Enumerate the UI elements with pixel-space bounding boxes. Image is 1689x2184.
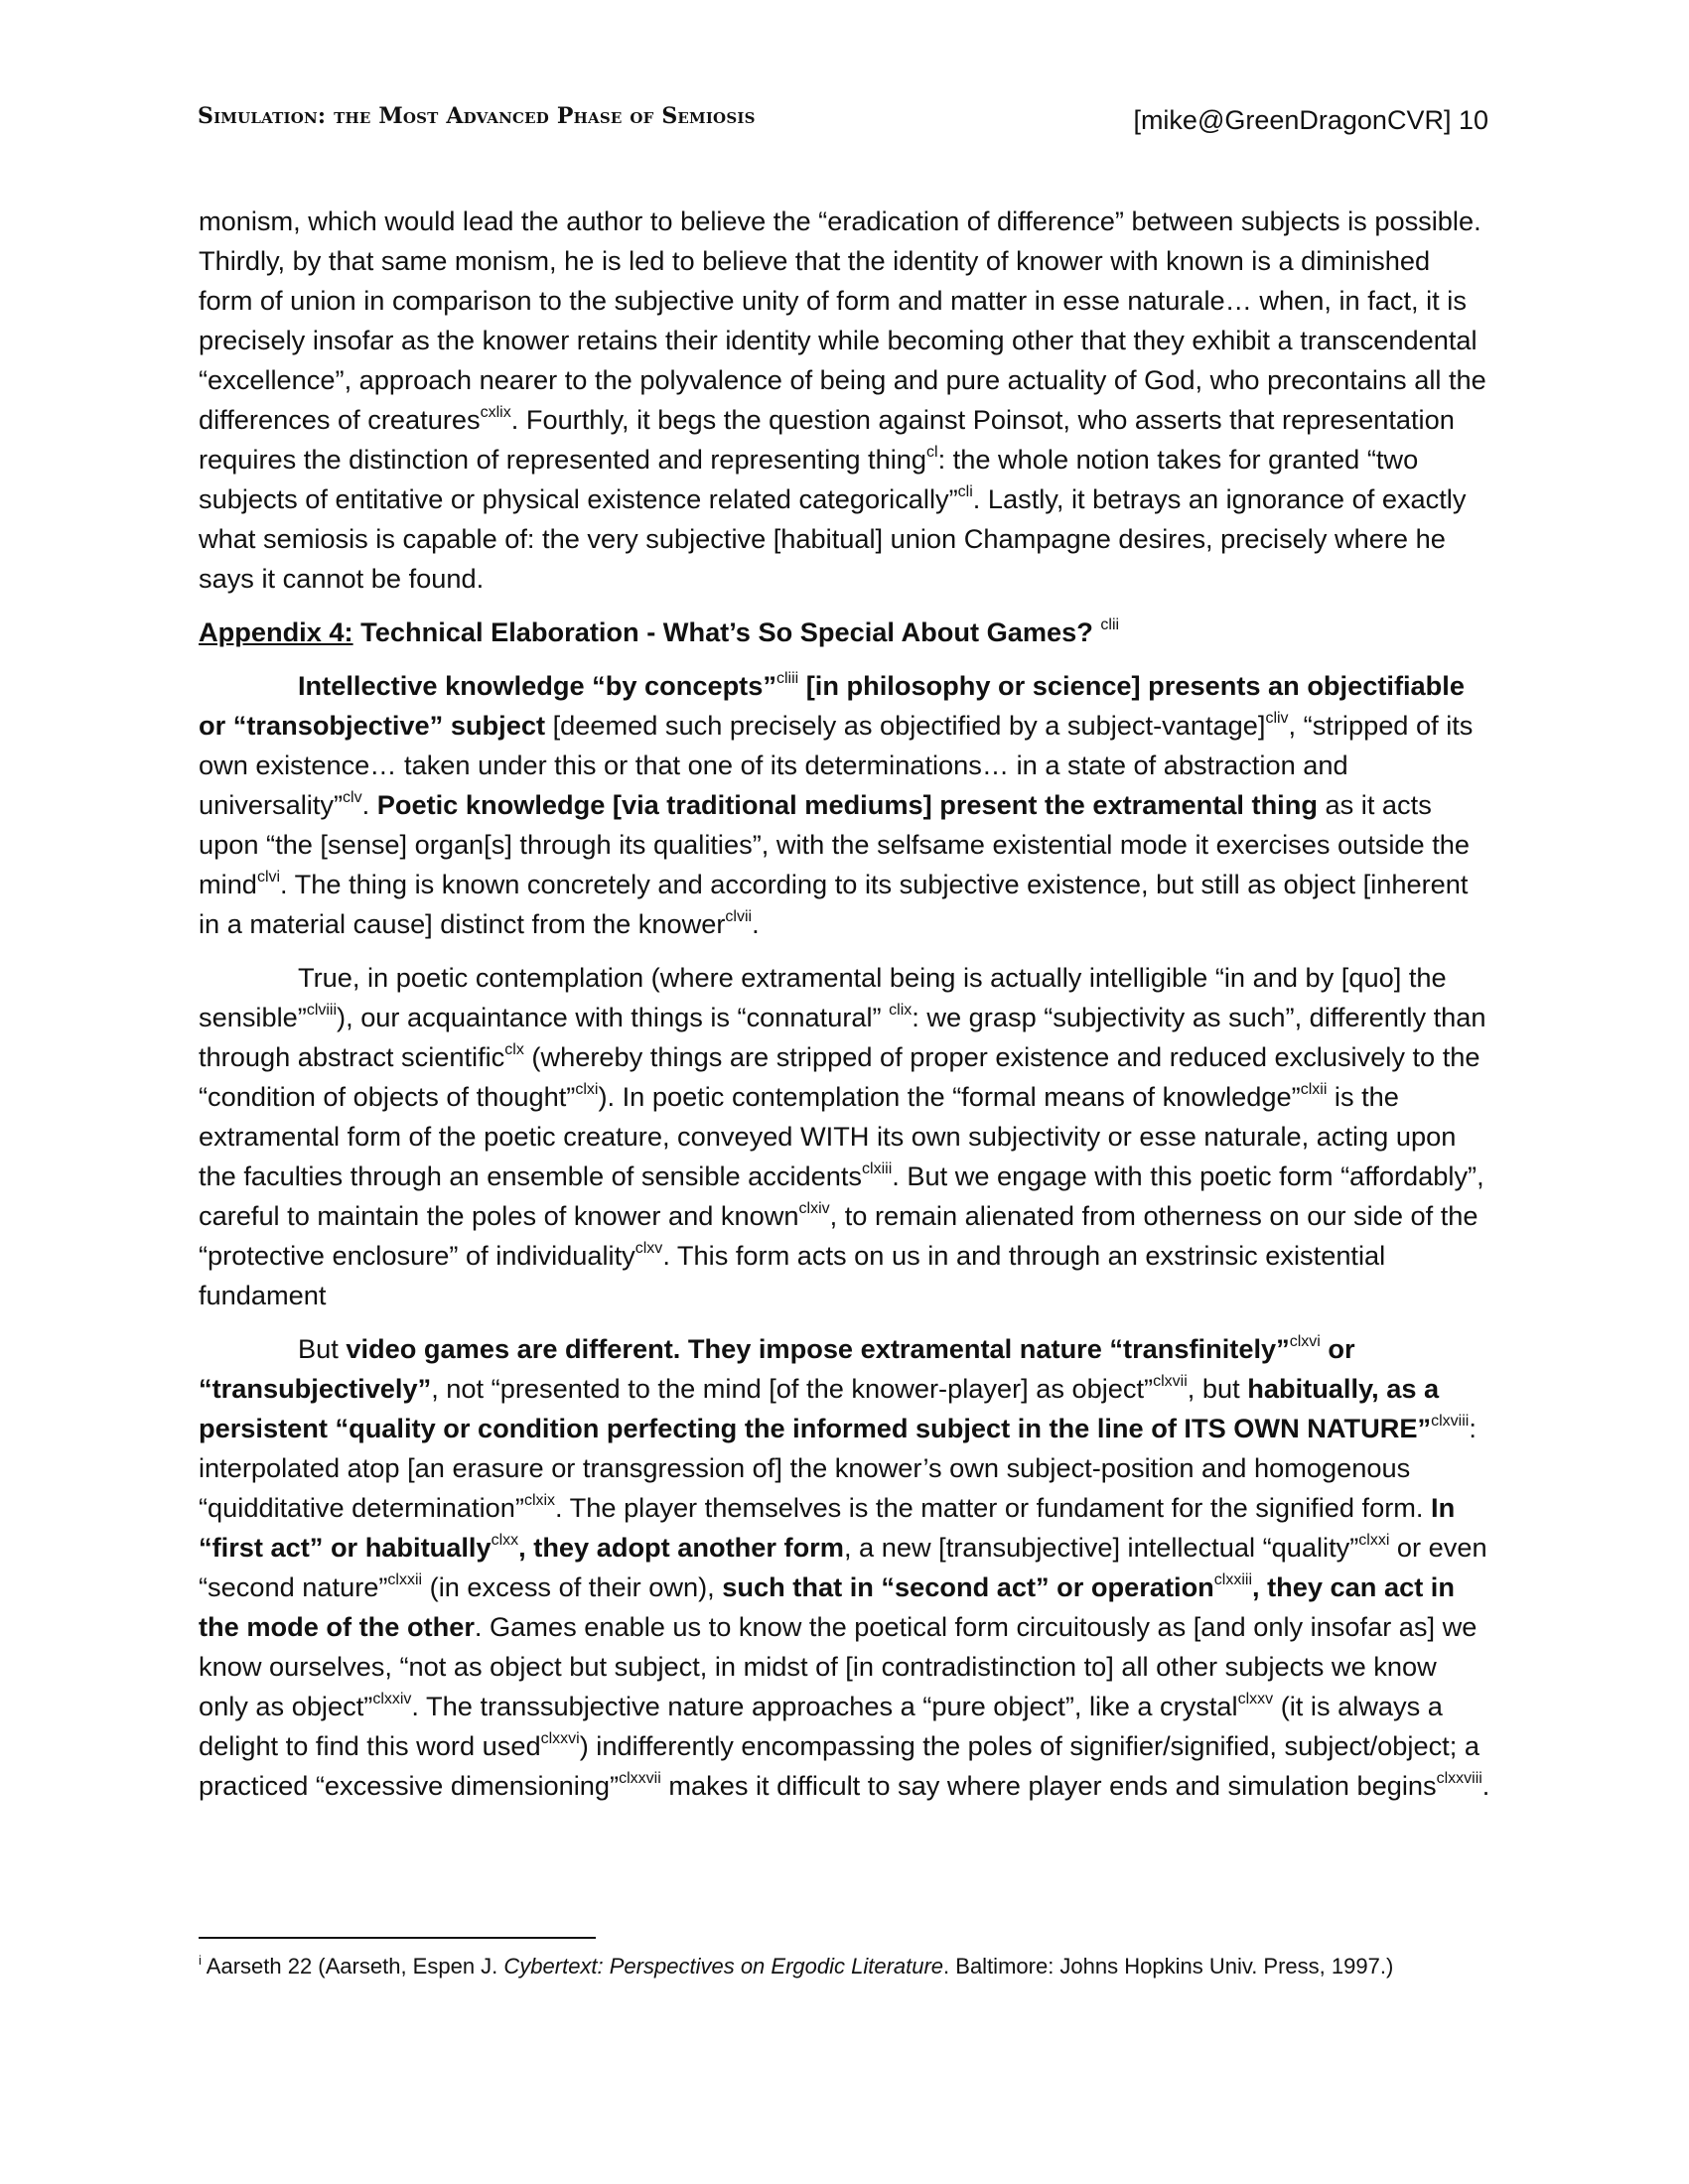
text-run: . — [752, 908, 760, 939]
text-run: ) indifferently encompassing the poles of signifier/signified, subject/object; a practiced “excessive dimensioning” — [199, 1730, 1479, 1801]
text-run: . — [1481, 1770, 1490, 1801]
text-run: is the extramental form of the poetic creature, conveyed WITH its own subjectivity or esse naturale, acting upon the faculties through an ensemble of sensible accidents — [199, 1081, 1457, 1191]
text-run: (whereby things are stripped of proper existence and reduced exclusively to the “condition of objects of thought” — [199, 1041, 1480, 1112]
text-run: : interpolated atop [an erasure or transgression of] the knower’s own subject-position and homogenous “quidditative determination” — [199, 1413, 1477, 1523]
main-content — [199, 202, 1491, 1820]
endnote-ref: clx — [504, 1040, 524, 1058]
bold-run: , they can act in the mode of the other — [199, 1571, 1455, 1642]
text-run: . But we engage with this poetic form “affordably”, careful to maintain the poles of knower and known — [199, 1160, 1484, 1231]
paragraph-video-games — [199, 1329, 1491, 1806]
endnote-ref: cliv — [1265, 709, 1289, 727]
bold-run: In “first act” or habitually — [199, 1492, 1456, 1563]
footnote-mark: i — [199, 1952, 202, 1968]
text-run: True, in poetic contemplation (where extramental being is actually intelligible “in and by [quo] the sensible” — [199, 962, 1447, 1032]
bold-run: video games are different. They impose extramental nature “transfinitely” — [346, 1333, 1290, 1364]
endnote-ref: clxii — [1300, 1080, 1328, 1098]
text-run: , to remain alienated from otherness on our side of the “protective enclosure” of individuality — [199, 1200, 1478, 1271]
text-run: , not “presented to the mind [of the knower-player] as object” — [431, 1373, 1154, 1404]
text-run: , a new [transubjective] intellectual “quality” — [843, 1532, 1359, 1563]
endnote-ref: cl — [926, 443, 938, 461]
endnote-ref: clxv — [634, 1239, 663, 1257]
text-run: monism, which would lead the author to believe the “eradication of difference” between subjects is possible. Thirdly, by that same monism, he is led to believe that the identity of knower with known is a diminished form of union in comparison to the subjective unity of form and matter in esse naturale… when, in fact, it is precisely insofar as the knower retains their identity while becoming other that they exhibit a transcendental “excellence”, approach nearer to the polyvalence of being and pure actuality of God, who precontains all the differences of creatures — [199, 205, 1486, 435]
paragraph-poetic-contemplation — [199, 958, 1491, 1315]
footnote-divider — [199, 1937, 596, 1939]
section-heading — [199, 613, 1491, 652]
text-run: , “stripped of its own existence… taken under this or that one of its determinations… in a state of abstraction and universality” — [199, 710, 1474, 820]
endnote-ref: clxiii — [862, 1160, 893, 1177]
text-run: ). In poetic contemplation the “formal means of knowledge” — [598, 1081, 1301, 1112]
text-run: Aarseth 22 (Aarseth, Espen J. — [201, 1954, 504, 1979]
page-header — [198, 103, 1488, 143]
endnote-ref: clxxiv — [372, 1690, 412, 1707]
text-run: . Fourthly, it begs the question against Poinsot, who asserts that representation requires the distinction of represented and representing thing — [199, 404, 1455, 475]
bold-run: such that in “second act” or operation — [722, 1571, 1214, 1602]
endnote-ref: clxiv — [798, 1199, 830, 1217]
text-run: or even “second nature” — [199, 1532, 1487, 1602]
endnote-ref: clxxviii — [1436, 1769, 1482, 1787]
text-run: . The thing is known concretely and according to its subjective existence, but still as object [inherent in a material cause] distinct from the knower — [199, 869, 1469, 939]
heading-text: Technical Elaboration - What’s So Special About Games? — [352, 616, 1093, 647]
text-run: . — [361, 789, 377, 820]
text-run: . Lastly, it betrays an ignorance of exactly what semiosis is capable of: the very subjective [habitual] union Champagne desires, precisely where he says it cannot be found. — [199, 483, 1467, 594]
endnote-ref: clxx — [491, 1531, 519, 1549]
text-run: (it is always a delight to find this word used — [199, 1691, 1443, 1761]
text-run: [deemed such precisely as objectified by a subject-vantage] — [545, 710, 1266, 741]
text-run: : we grasp “subjectivity as such”, differently than through abstract scientific — [199, 1002, 1486, 1072]
endnote-ref: clii — [1100, 615, 1120, 633]
endnote-ref: clxix — [523, 1491, 556, 1509]
endnote-ref: clxxii — [387, 1570, 423, 1588]
page-reference: [mike@GreenDragonCVR] 10 — [1133, 105, 1488, 135]
bold-run: , they adopt another form — [518, 1532, 844, 1563]
endnote-ref: clvii — [725, 907, 753, 925]
text-run: . Baltimore: Johns Hopkins Univ. Press, 1997.) — [943, 1954, 1394, 1979]
text-run: . Games enable us to know the poetical form circuitously as [and only insofar as] we know ourselves, “not as object but subject, in midst of [in contradistinction to] all other subjects we know only as object” — [199, 1611, 1478, 1721]
paragraph-monism — [199, 202, 1491, 599]
endnote-ref: clxvii — [1153, 1372, 1188, 1390]
bold-run: Poetic knowledge [via traditional mediums] present the extramental thing — [376, 789, 1318, 820]
bold-run: [in philosophy or science] presents an objectifiable or “transobjective” subject — [199, 670, 1465, 741]
text-run: ), our acquaintance with things is “connatural” — [337, 1002, 890, 1032]
text-run: as it acts upon “the [sense] organ[s] through its qualities”, with the selfsame existential mode it exercises outside the mind — [199, 789, 1471, 899]
text-run: , but — [1187, 1373, 1248, 1404]
endnote-ref: clxi — [575, 1080, 599, 1098]
text-run: : the whole notion takes for granted “two subjects of entitative or physical existence related categorically” — [199, 444, 1419, 514]
endnote-ref: clxxiii — [1213, 1570, 1252, 1588]
book-title: Cybertext: Perspectives on Ergodic Literature — [503, 1954, 944, 1979]
bold-run: Intellective knowledge “by concepts” — [298, 670, 776, 701]
endnote-ref: clviii — [306, 1001, 338, 1019]
bold-run: habitually, as a persistent “quality or condition perfecting the informed subject in the line of ITS OWN NATURE” — [199, 1373, 1440, 1443]
text-run: . The transsubjective nature approaches a “pure object”, like a crystal — [411, 1691, 1238, 1721]
text-run: . This form acts on us in and through an exstrinsic existential fundament — [199, 1240, 1386, 1310]
heading-label: Appendix 4: — [199, 616, 353, 647]
text-run: makes it difficult to say where player ends and simulation begins — [660, 1770, 1437, 1801]
endnote-ref: clxviii — [1431, 1412, 1470, 1430]
endnote-ref: cliii — [775, 669, 799, 687]
endnote-ref: clxxi — [1358, 1531, 1390, 1549]
text-run: (in excess of their own), — [422, 1571, 723, 1602]
endnote-ref: clvi — [256, 868, 281, 886]
endnote-ref: clv — [343, 788, 362, 806]
text-run: . The player themselves is the matter or fundament for the signified form. — [555, 1492, 1432, 1523]
document-title: Simulation: the Most Advanced Phase of Semiosis — [198, 103, 756, 129]
text-run: But — [298, 1333, 347, 1364]
endnote-ref: cxlix — [480, 403, 511, 421]
bold-run: or “transubjectively” — [199, 1333, 1355, 1404]
endnote-ref: cli — [957, 482, 973, 500]
endnote-ref: clxxvi — [540, 1729, 580, 1747]
paragraph-intellective — [199, 666, 1491, 944]
endnote-ref: clxxvii — [619, 1769, 661, 1787]
endnote-ref: clxvi — [1289, 1332, 1321, 1350]
endnote-ref: clix — [889, 1001, 913, 1019]
endnote-ref: clxxv — [1237, 1690, 1274, 1707]
footnote — [199, 1952, 1489, 1981]
